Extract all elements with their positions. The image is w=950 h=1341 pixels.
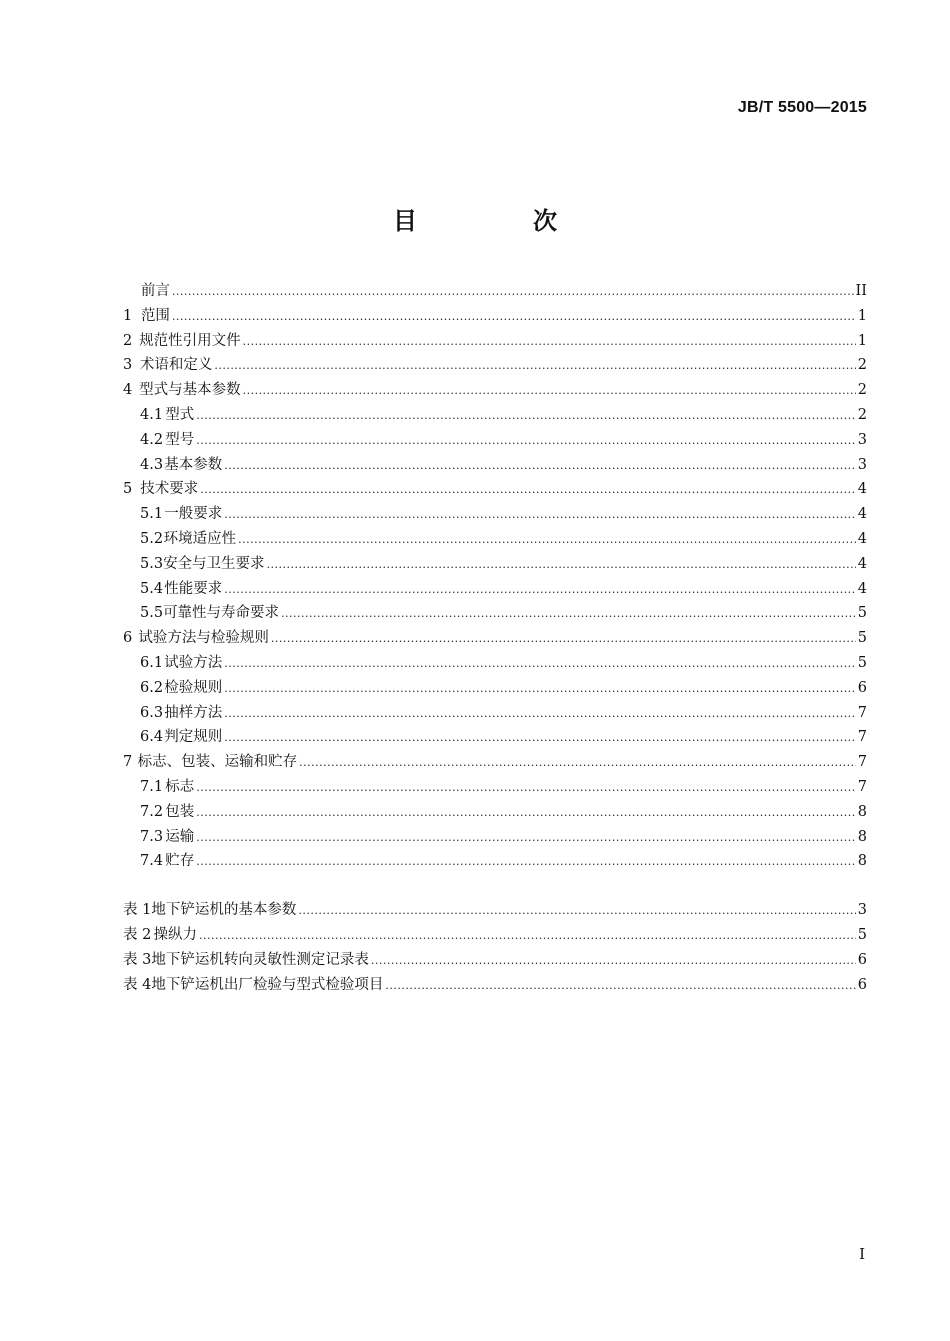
dot-leader	[196, 850, 855, 875]
toc-entry-number: 2	[123, 332, 133, 349]
toc-entry-page: 6	[857, 976, 867, 993]
toc-table-list	[123, 898, 867, 997]
toc-entry-label: 试验方法	[164, 654, 223, 671]
toc-entry-number: 7.3	[140, 828, 164, 845]
toc-entry[interactable]	[123, 552, 867, 577]
dot-leader	[224, 677, 856, 702]
toc-entry-page: 8	[857, 803, 867, 820]
toc-entry[interactable]	[123, 428, 867, 453]
toc-entry-number: 表 3	[123, 951, 152, 968]
toc-entry-label: 一般要求	[164, 506, 223, 523]
toc-entry-number: 4.1	[140, 406, 164, 423]
dot-leader	[199, 924, 856, 949]
toc-entry[interactable]	[123, 701, 867, 726]
toc-entry-number: 6	[123, 630, 133, 647]
dot-leader	[385, 974, 855, 999]
table-of-contents	[123, 279, 867, 997]
toc-entry-number: 7	[123, 754, 133, 771]
toc-entry-number: 表 4	[123, 976, 152, 993]
toc-entry-label: 术语和定义	[139, 357, 213, 374]
toc-entry[interactable]	[123, 527, 867, 552]
toc-entry[interactable]	[123, 898, 867, 923]
toc-entry[interactable]	[123, 825, 867, 850]
toc-entry[interactable]	[123, 651, 867, 676]
toc-entry-number: 6.4	[140, 729, 164, 746]
toc-entry-label: 可靠性与寿命要求	[163, 605, 280, 622]
toc-entry-page: 2	[857, 406, 867, 423]
toc-entry[interactable]	[123, 353, 867, 378]
page-number: I	[859, 1245, 865, 1263]
dot-leader	[172, 280, 854, 305]
toc-entry-page: 6	[857, 679, 867, 696]
dot-leader	[224, 454, 856, 479]
dot-leader	[196, 801, 855, 826]
toc-entry[interactable]	[123, 378, 867, 403]
toc-entry-label: 检验规则	[164, 679, 223, 696]
toc-entry[interactable]	[123, 725, 867, 750]
toc-entry-label: 地下铲运机转向灵敏性测定记录表	[151, 951, 369, 968]
toc-entry-label: 标志	[165, 778, 195, 795]
toc-entry-page: 3	[857, 456, 867, 473]
dot-leader	[267, 553, 856, 578]
toc-entry[interactable]	[123, 849, 867, 874]
toc-entry-number: 4.2	[140, 431, 164, 448]
dot-leader	[196, 776, 855, 801]
dot-leader	[196, 429, 855, 454]
toc-entry-label: 地下铲运机的基本参数	[151, 902, 297, 919]
toc-entry-label: 包装	[165, 803, 195, 820]
section-gap	[123, 874, 867, 898]
toc-entry-label: 标志、包装、运输和贮存	[137, 754, 298, 771]
toc-entry[interactable]	[123, 329, 867, 354]
toc-entry-label: 试验方法与检验规则	[138, 630, 269, 647]
dot-leader	[238, 528, 856, 553]
toc-entry-number: 5	[123, 481, 133, 498]
toc-entry-page: 3	[857, 431, 867, 448]
toc-entry-page: 4	[857, 580, 867, 597]
dot-leader	[196, 826, 855, 851]
toc-entry-number: 7.4	[140, 853, 164, 870]
toc-entry-label: 操纵力	[153, 926, 197, 943]
toc-entry-number: 5.2	[140, 530, 164, 547]
dot-leader	[224, 652, 856, 677]
dot-leader	[243, 379, 856, 404]
toc-entry-label: 技术要求	[140, 481, 199, 498]
toc-entry-number: 4.3	[140, 456, 164, 473]
toc-entry-label: 环境适应性	[163, 530, 237, 547]
toc-entry-number: 表 2	[123, 926, 152, 943]
toc-entry-page: 2	[857, 357, 867, 374]
dot-leader	[371, 949, 856, 974]
toc-entry[interactable]	[123, 577, 867, 602]
toc-entry-page: 1	[857, 332, 867, 349]
toc-entry[interactable]	[123, 304, 867, 329]
toc-entry-number: 7.1	[140, 778, 164, 795]
toc-entry-page: 8	[857, 828, 867, 845]
toc-entry-label: 基本参数	[164, 456, 223, 473]
toc-entry-number: 5.4	[140, 580, 164, 597]
toc-entry-number: 1	[123, 307, 133, 324]
toc-entry-number: 5.3	[140, 555, 164, 572]
toc-entry[interactable]	[123, 775, 867, 800]
toc-entry[interactable]	[123, 453, 867, 478]
dot-leader	[200, 478, 856, 503]
standard-code: JB/T 5500—2015	[737, 99, 867, 116]
toc-entry[interactable]	[123, 502, 867, 527]
toc-entry-label: 范围	[140, 307, 170, 324]
dot-leader	[224, 702, 856, 727]
toc-entry-page: 4	[857, 506, 867, 523]
toc-entry-label: 贮存	[165, 853, 195, 870]
dot-leader	[224, 503, 856, 528]
dot-leader	[299, 751, 856, 776]
toc-entry-label: 运输	[165, 828, 195, 845]
toc-entry[interactable]	[123, 477, 867, 502]
dot-leader	[214, 354, 855, 379]
toc-entry-number: 5.1	[140, 506, 164, 523]
toc-entry-page: 5	[857, 926, 867, 943]
toc-entry-label: 抽样方法	[164, 704, 223, 721]
toc-entry-label: 判定规则	[164, 729, 223, 746]
dot-leader	[172, 305, 856, 330]
toc-entry-number: 5.5	[140, 605, 164, 622]
toc-entry-page: 7	[857, 754, 867, 771]
toc-entry[interactable]	[123, 626, 867, 651]
toc-entry-page: 7	[857, 778, 867, 795]
toc-entry-label: 安全与卫生要求	[163, 555, 265, 572]
toc-entry[interactable]	[123, 800, 867, 825]
toc-entry-number: 4	[123, 382, 133, 399]
toc-entry-page: 5	[857, 605, 867, 622]
toc-entry[interactable]	[123, 973, 867, 998]
toc-entry-label: 性能要求	[164, 580, 223, 597]
toc-entry-page: 1	[857, 307, 867, 324]
toc-entry-page: 3	[857, 902, 867, 919]
dot-leader	[271, 627, 856, 652]
toc-entry[interactable]	[123, 750, 867, 775]
toc-entry[interactable]	[123, 403, 867, 428]
toc-entry-page: 2	[857, 382, 867, 399]
dot-leader	[224, 578, 856, 603]
toc-entry-page: II	[855, 283, 867, 299]
toc-entry[interactable]	[123, 279, 867, 304]
toc-entry-label: 型式与基本参数	[139, 382, 241, 399]
toc-section-list	[123, 279, 867, 874]
toc-entry[interactable]	[123, 676, 867, 701]
toc-entry-page: 4	[857, 555, 867, 572]
toc-entry-number: 6.3	[140, 704, 164, 721]
dot-leader	[281, 602, 856, 627]
toc-entry[interactable]	[123, 948, 867, 973]
page-title: 目 次	[393, 206, 603, 235]
toc-entry-label: 型式	[165, 406, 195, 423]
dot-leader	[196, 404, 855, 429]
toc-entry-label: 前言	[140, 283, 170, 299]
toc-entry-label: 规范性引用文件	[139, 332, 241, 349]
toc-entry-label: 型号	[165, 431, 195, 448]
dot-leader	[224, 726, 856, 751]
toc-entry-number: 表 1	[123, 902, 152, 919]
toc-entry[interactable]	[123, 923, 867, 948]
toc-entry-page: 8	[857, 853, 867, 870]
toc-entry-page: 5	[857, 630, 867, 647]
toc-entry-page: 4	[857, 481, 867, 498]
toc-entry-number: 3	[123, 357, 133, 374]
toc-entry-page: 5	[857, 654, 867, 671]
toc-entry-number: 7.2	[140, 803, 164, 820]
toc-entry-page: 7	[857, 704, 867, 721]
toc-entry[interactable]	[123, 601, 867, 626]
toc-entry-page: 6	[857, 951, 867, 968]
dot-leader	[243, 330, 856, 355]
toc-entry-number: 6.2	[140, 679, 164, 696]
dot-leader	[298, 899, 855, 924]
toc-entry-page: 7	[857, 729, 867, 746]
toc-entry-number: 6.1	[140, 654, 164, 671]
toc-entry-label: 地下铲运机出厂检验与型式检验项目	[151, 976, 384, 993]
toc-entry-page: 4	[857, 530, 867, 547]
